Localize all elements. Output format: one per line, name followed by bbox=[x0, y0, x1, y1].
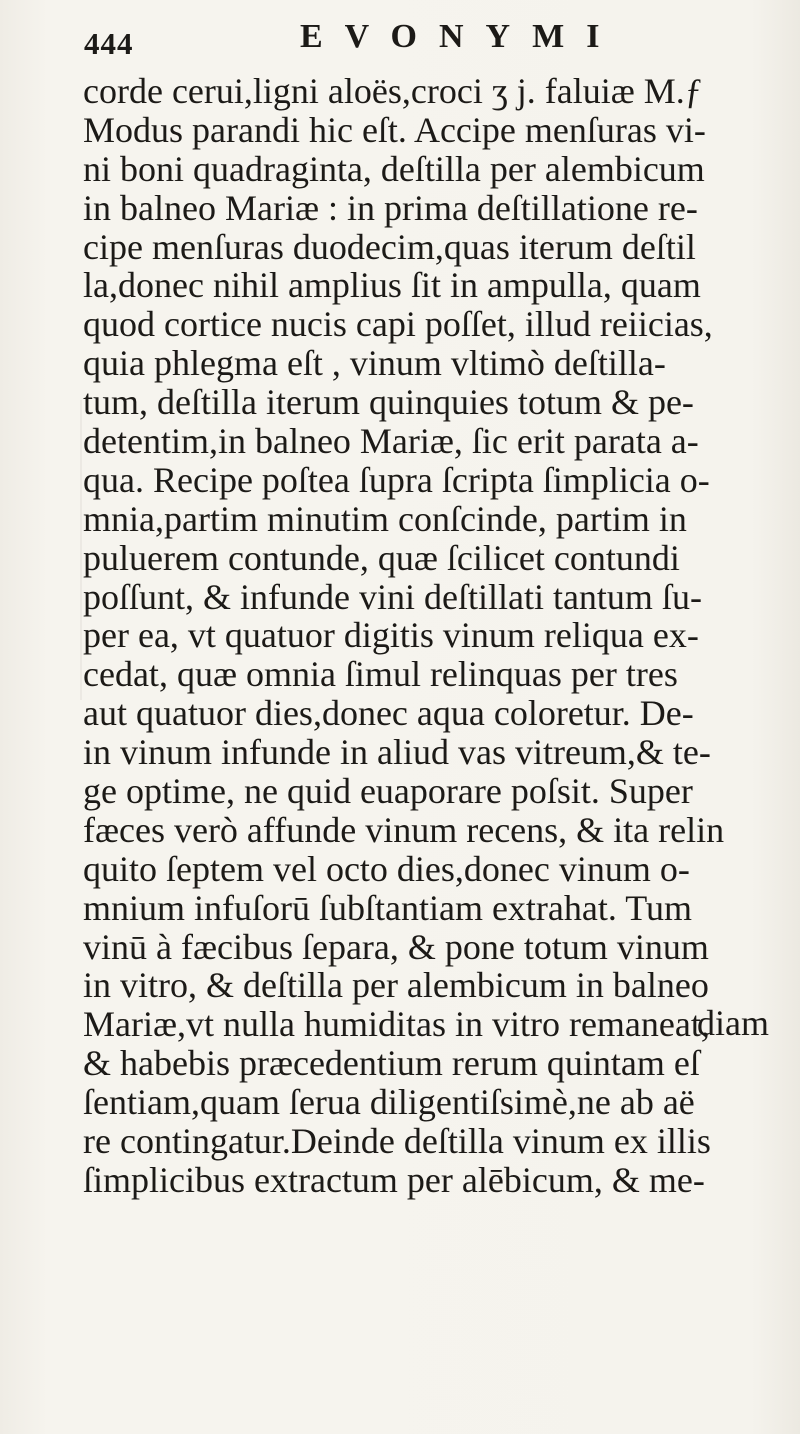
text-line: quod cortice nucis capi poſſet, illud reiicias, bbox=[83, 304, 713, 345]
text-line: corde cerui,ligni aloës,croci ʒ j. faluiæ M.ƒ bbox=[83, 71, 703, 111]
page-header bbox=[0, 12, 800, 68]
text-line: ſentiam,quam ſerua diligentiſsimè,ne ab aë bbox=[83, 1082, 695, 1123]
text-line: in vitro, & deſtilla per alembicum in balneo bbox=[83, 965, 709, 1006]
text-line: detentim,in balneo Mariæ, ſic erit parata a- bbox=[83, 421, 699, 462]
text-line: in vinum infunde in aliud vas vitreum,& te- bbox=[83, 732, 711, 773]
text-line: re contingatur.Deinde deſtilla vinum ex illis bbox=[83, 1121, 711, 1162]
text-line: fæces verò affunde vinum recens, & ita relin bbox=[83, 809, 725, 850]
page-number: 444 bbox=[84, 26, 134, 61]
text-line: & habebis præcedentium rerum quintam eſ bbox=[83, 1043, 700, 1084]
text-line: tum, deſtilla iterum quinquies totum & pe- bbox=[83, 382, 694, 423]
text-line: per ea, vt quatuor digitis vinum reliqua ex- bbox=[83, 615, 699, 656]
text-line: quia phlegma eſt , vinum vltimò deſtilla- bbox=[83, 343, 666, 384]
text-line: ni boni quadraginta, deſtilla per alembicum bbox=[83, 148, 705, 189]
running-head: EVONYMI bbox=[300, 18, 622, 55]
text-line: qua. Recipe poſtea ſupra ſcripta ſimplicia o- bbox=[83, 459, 710, 500]
text-line: ge optime, ne quid euaporare poſsit. Super bbox=[83, 771, 693, 812]
text-line: puluerem contunde, quæ ſcilicet contundi bbox=[83, 537, 680, 578]
text-line: la,donec nihil amplius ſit in ampulla, quam bbox=[83, 265, 701, 306]
text-line: ſimplicibus extractum per alēbicum, & me- bbox=[83, 1159, 705, 1200]
text-line: cipe menſuras duodecim,quas iterum deſtil bbox=[83, 226, 696, 267]
text-line: Mariæ,vt nulla humiditas in vitro remaneat, bbox=[83, 1004, 710, 1045]
text-line: aut quatuor dies,donec aqua coloretur. De- bbox=[83, 693, 694, 734]
text-line: vinū à fæcibus ſepara, & pone totum vinum bbox=[83, 926, 709, 967]
text-line: poſſunt, & infunde vini deſtillati tantum ſu- bbox=[83, 576, 702, 617]
catchword: diam bbox=[697, 1003, 769, 1043]
text-line: in balneo Mariæ : in prima deſtillatione re- bbox=[83, 187, 698, 228]
text-line: quito ſeptem vel octo dies,donec vinum o- bbox=[83, 848, 690, 889]
body-text bbox=[83, 72, 800, 1200]
text-line: Modus parandi hic eſt. Accipe menſuras vi- bbox=[83, 109, 706, 150]
margin-shadow bbox=[80, 400, 82, 700]
text-line: mnium infuſorū ſubſtantiam extrahat. Tum bbox=[83, 887, 692, 928]
text-line: cedat, quæ omnia ſimul relinquas per tres bbox=[83, 654, 678, 695]
text-line: mnia,partim minutim conſcinde, partim in bbox=[83, 498, 687, 539]
